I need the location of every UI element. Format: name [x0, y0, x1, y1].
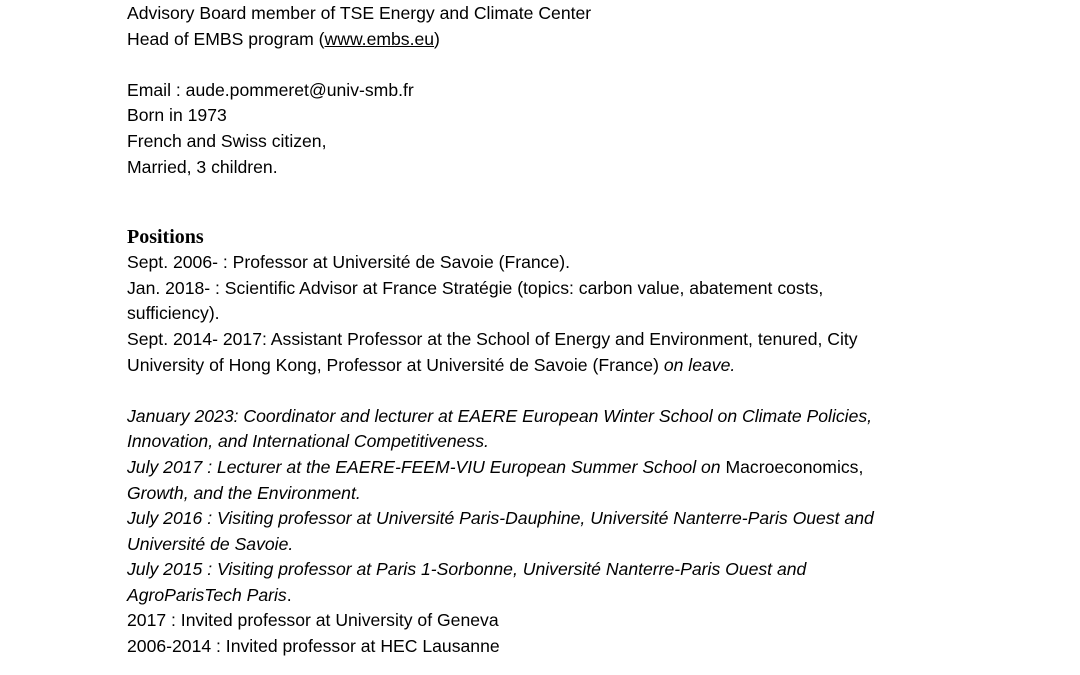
embs-link[interactable]: www.embs.eu	[324, 28, 435, 49]
family-line: Married, 3 children.	[127, 156, 278, 177]
summer-school-1-italic: July 2017 : Lecturer at the EAERE-FEEM-VIU European Summer School on	[127, 456, 726, 477]
summer-school-1-regular: Macroeconomics,	[725, 456, 864, 477]
summer-school-2: Growth, and the Environment.	[127, 482, 361, 503]
embs-suffix: )	[434, 28, 440, 49]
visiting-2016-2: Université de Savoie.	[127, 533, 294, 554]
winter-school-2: Innovation, and International Competitiveness.	[127, 431, 489, 452]
winter-school-1: January 2023: Coordinator and lecturer at EAERE European Winter School on Climate Policies,	[127, 405, 873, 426]
citizenship-line: French and Swiss citizen,	[127, 130, 327, 151]
visiting-2015-2-period: .	[286, 584, 292, 605]
cv-page	[127, 1, 1027, 660]
visiting-2016-1: July 2016 : Visiting professor at Université Paris-Dauphine, Université Nanterre-Paris Ouest and	[127, 508, 874, 529]
advisory-board-line: Advisory Board member of TSE Energy and Climate Center	[127, 3, 592, 23]
spacer	[127, 52, 1027, 78]
position-hong-kong-2	[127, 353, 1027, 379]
embs-program-line	[127, 27, 1027, 53]
on-leave-text: on leave.	[663, 354, 736, 375]
born-line: Born in 1973	[127, 105, 227, 126]
hec-lausanne-line: 2006-2014 : Invited professor at HEC Lausanne	[127, 636, 500, 657]
visiting-2015-2-italic: AgroParisTech Paris	[127, 584, 287, 605]
spacer	[127, 180, 1027, 222]
positions-heading: Positions	[127, 226, 204, 249]
visiting-2015-1: July 2015 : Visiting professor at Paris 1-Sorbonne, Université Nanterre-Paris Ouest and	[127, 559, 807, 580]
position-hong-kong-1: Sept. 2014- 2017: Assistant Professor at the School of Energy and Environment, tenured, City	[127, 328, 858, 349]
position-france-strategie-2: sufficiency).	[127, 303, 220, 324]
spacer	[127, 378, 1027, 404]
position-hong-kong-2-text: University of Hong Kong, Professor at Université de Savoie (France)	[127, 354, 664, 375]
visiting-2015-2	[127, 583, 1027, 609]
embs-prefix: Head of EMBS program (	[127, 28, 325, 49]
email-line: Email : aude.pommeret@univ-smb.fr	[127, 79, 414, 100]
position-savoie: Sept. 2006- : Professor at Université de Savoie (France).	[127, 252, 570, 273]
geneva-line: 2017 : Invited professor at University of Geneva	[127, 610, 499, 631]
position-france-strategie-1: Jan. 2018- : Scientific Advisor at France Stratégie (topics: carbon value, abatement costs,	[127, 277, 824, 298]
summer-school-1	[127, 455, 1027, 481]
